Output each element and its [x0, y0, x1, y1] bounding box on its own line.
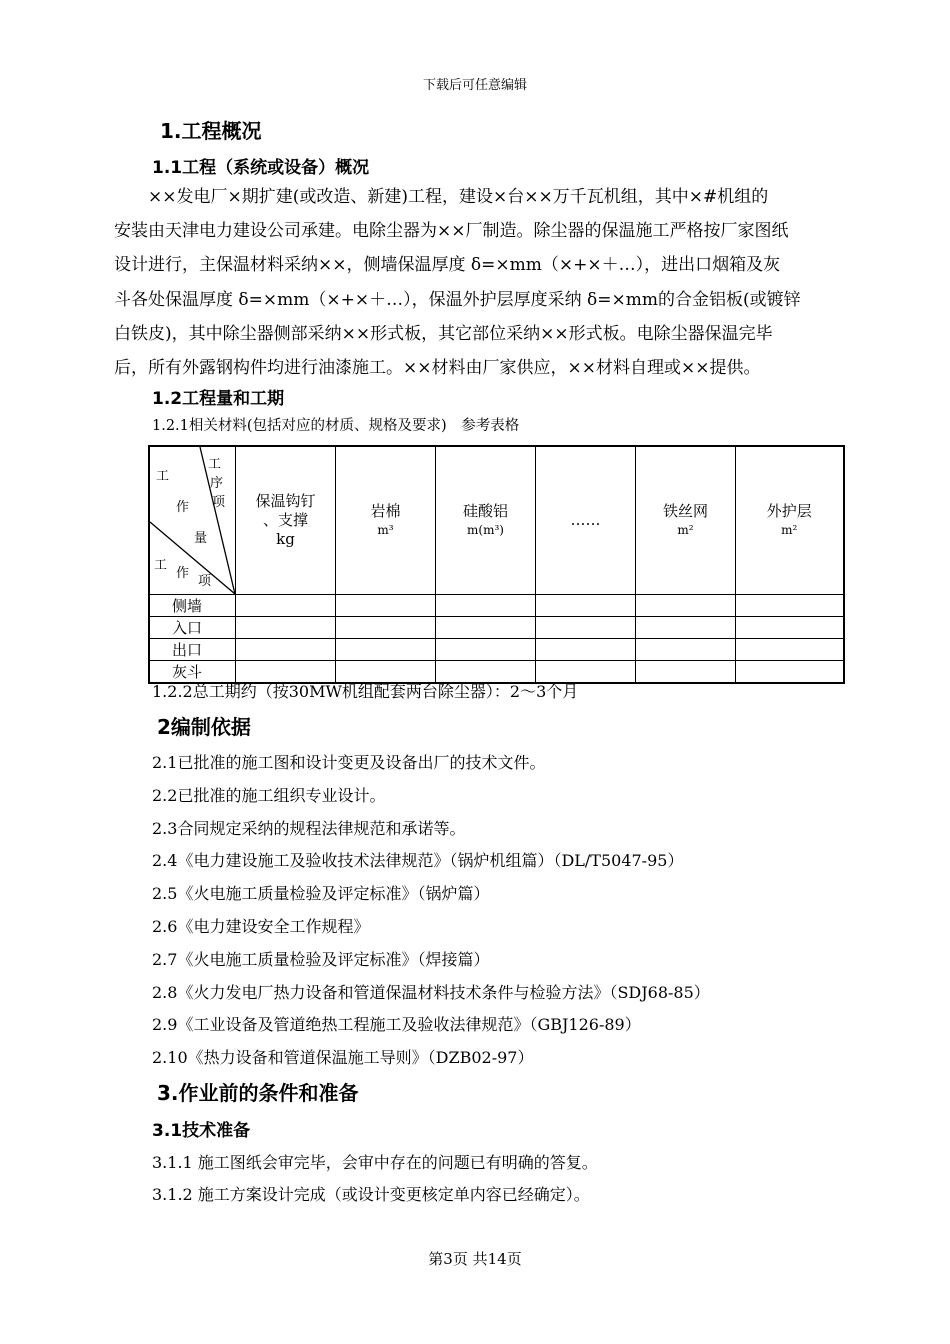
- column-unit: m(m³): [467, 522, 504, 537]
- basis-item: 2.3合同规定采纳的规程法律规范和承诺等。: [152, 819, 466, 838]
- table-row: [149, 595, 844, 617]
- table-cell: [736, 639, 844, 661]
- table-cell: [636, 639, 736, 661]
- row-label: 灰斗: [149, 661, 236, 684]
- section-2-title: 2编制依据: [157, 715, 251, 739]
- column-header: [236, 446, 336, 595]
- diag-label: 工: [208, 457, 222, 472]
- column-header: [636, 446, 736, 595]
- column-header: [536, 446, 636, 595]
- diag-label: 作: [176, 566, 190, 581]
- section-3-title: 3.作业前的条件和准备: [157, 1081, 359, 1105]
- basis-item: 2.8《火力发电厂热力设备和管道保温材料技术条件与检验方法》（SDJ68-85）: [152, 983, 710, 1002]
- column-unit: kg: [276, 530, 295, 548]
- basis-item: 2.2已批准的施工组织专业设计。: [152, 786, 386, 805]
- table-cell: [736, 617, 844, 639]
- diag-label: 工: [154, 558, 168, 573]
- column-unit: m³: [377, 522, 394, 537]
- row-label: 侧墙: [149, 595, 236, 617]
- table-cell: [236, 617, 336, 639]
- column-unit: m²: [677, 522, 694, 537]
- table-cell: [536, 617, 636, 639]
- row-label: 出口: [149, 639, 236, 661]
- diag-label: 项: [198, 574, 212, 589]
- basis-item: 2.10《热力设备和管道保温施工导则》（DZB02-97）: [152, 1048, 534, 1067]
- column-name: 铁丝网: [662, 501, 708, 520]
- table-cell: [236, 595, 336, 617]
- column-name: 、支撑: [262, 511, 308, 529]
- section-1-1-paragraph: [114, 180, 884, 385]
- basis-item: 2.9《工业设备及管道绝热工程施工及验收法律规范》（GBJ126-89）: [152, 1015, 641, 1034]
- table-cell: [436, 595, 536, 617]
- section-1-2-1-caption: 1.2.1相关材料(包括对应的材质、规格及要求) 参考表格: [152, 418, 520, 434]
- diag-label: 量: [194, 531, 208, 546]
- diag-label: 作: [176, 500, 190, 515]
- column-unit: m²: [781, 522, 798, 537]
- table-cell: [536, 639, 636, 661]
- table-cell: [536, 595, 636, 617]
- diag-label: 工: [156, 469, 170, 484]
- table-cell: [336, 639, 436, 661]
- materials-table: [148, 445, 845, 684]
- section-1-2-title: 1.2工程量和工期: [152, 389, 285, 409]
- section-1-2-2-text: 1.2.2总工期约（按30MW机组配套两台除尘器）：2～3个月: [152, 682, 579, 701]
- paragraph-line: 后，所有外露钢构件均进行油漆施工。××材料由厂家供应，××材料自理或××提供。: [114, 358, 761, 379]
- column-header: [436, 446, 536, 595]
- section-1-1-title: 1.1工程（系统或设备）概况: [152, 158, 370, 178]
- table-cell: [436, 639, 536, 661]
- paragraph-line: 设计进行，主保温材料采纳××，侧墙保温厚度 δ=×mm（×+×＋…），进出口烟箱及灰: [114, 255, 781, 276]
- column-header: [336, 446, 436, 595]
- table-cell: [636, 595, 736, 617]
- diagonal-header-cell: [149, 446, 236, 595]
- table-cell: [636, 617, 736, 639]
- table-cell: [336, 617, 436, 639]
- basis-item: 2.5《火电施工质量检验及评定标准》（锅炉篇）: [152, 884, 490, 903]
- section-3-1-title: 3.1技术准备: [152, 1121, 251, 1141]
- column-name: 岩棉: [370, 501, 401, 520]
- basis-item: 2.1已批准的施工图和设计变更及设备出厂的技术文件。: [152, 753, 546, 772]
- table-cell: [736, 661, 844, 684]
- row-label: 入口: [149, 617, 236, 639]
- table-cell: [336, 595, 436, 617]
- paragraph-line: 白铁皮)，其中除尘器侧部采纳××形式板，其它部位采纳××形式板。电除尘器保温完毕: [114, 323, 773, 344]
- table-row: [149, 617, 844, 639]
- prep-item: 3.1.2 施工方案设计完成（或设计变更核定单内容已经确定）。: [152, 1185, 590, 1204]
- column-name: 硅酸铝: [462, 501, 508, 520]
- paragraph-line: ××发电厂×期扩建(或改造、新建)工程，建设×台××万千瓦机组，其中×#机组的: [114, 187, 769, 207]
- basis-item: 2.4《电力建设施工及验收技术法律规范》（锅炉机组篇）（DL/T5047-95）: [152, 851, 684, 870]
- table-cell: [436, 617, 536, 639]
- diag-label: 序: [210, 476, 224, 491]
- diag-label: 项: [212, 495, 226, 510]
- table-row: [149, 639, 844, 661]
- page-footer: 第3页 共14页: [428, 1250, 522, 1268]
- paragraph-line: 斗各处保温厚度 δ=×mm（×+×＋…），保温外护层厚度采纳 δ=×mm的合金铝板(或镀锌: [114, 289, 801, 310]
- basis-item: 2.7《火电施工质量检验及评定标准》（焊接篇）: [152, 950, 490, 969]
- basis-item: 2.6《电力建设安全工作规程》: [152, 917, 370, 936]
- page-header: 下载后可任意编辑: [422, 78, 527, 93]
- column-header: [736, 446, 844, 595]
- column-name: 外护层: [766, 501, 812, 520]
- column-name: ……: [570, 511, 601, 529]
- table-cell: [736, 595, 844, 617]
- table-cell: [636, 661, 736, 684]
- section-1-title: 1.工程概况: [160, 119, 262, 143]
- prep-item: 3.1.1 施工图纸会审完毕，会审中存在的问题已有明确的答复。: [152, 1153, 598, 1172]
- column-name: 保温钩钉: [255, 492, 316, 510]
- paragraph-line: 安装由天津电力建设公司承建。电除尘器为××厂制造。除尘器的保温施工严格按厂家图纸: [114, 221, 789, 242]
- table-cell: [236, 639, 336, 661]
